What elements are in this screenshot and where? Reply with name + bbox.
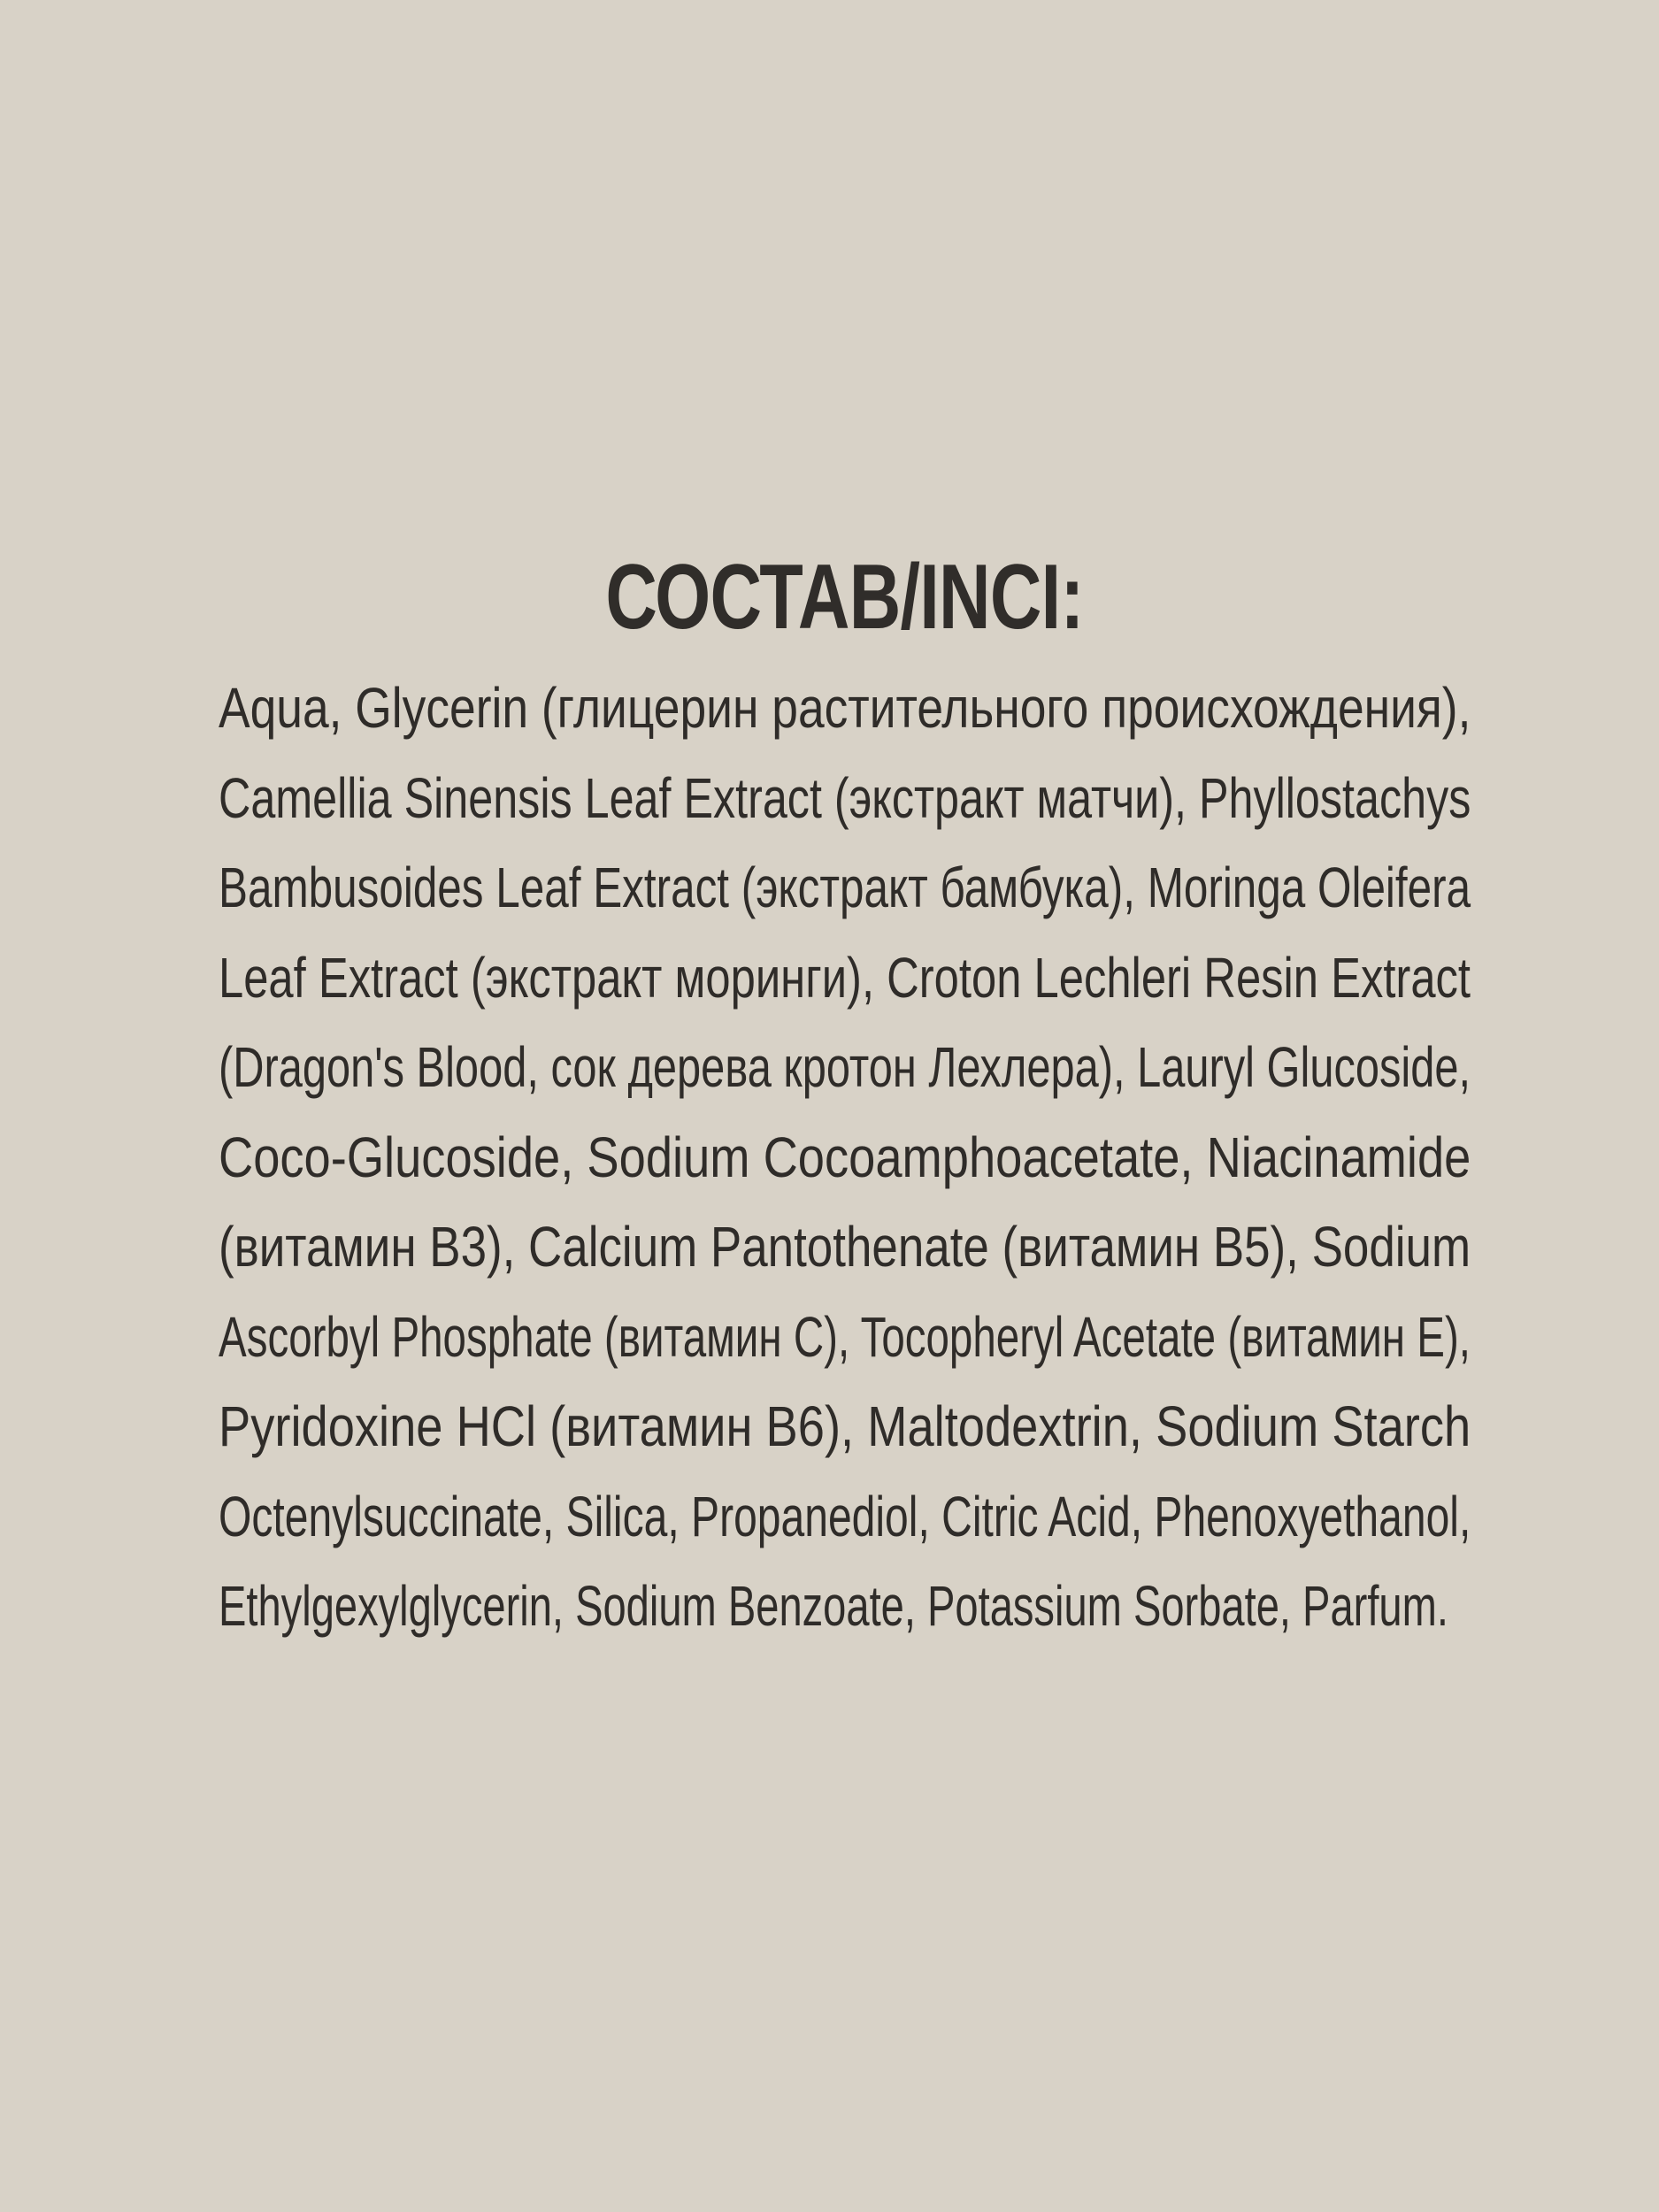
ingredients-line: Bambusoides Leaf Extract (экстракт бамбука), Moringa Oleifera: [219, 856, 1471, 919]
ingredients-line: Octenylsuccinate, Silica, Propanediol, Citric Acid, Phenoxyethanol,: [219, 1484, 1471, 1548]
ingredients-line: Ascorbyl Phosphate (витамин С), Tocopheryl Acetate (витамин Е),: [219, 1304, 1471, 1369]
page-title: СОСТАВ/INCI:: [605, 546, 1084, 649]
ingredients-line: Coco-Glucoside, Sodium Cocoamphoacetate, Niacinamide: [219, 1125, 1471, 1189]
ingredients-list: [219, 664, 1471, 1652]
ingredients-line: Leaf Extract (экстракт моринги), Croton Lechleri Resin Extract: [219, 945, 1471, 1010]
ingredients-line: Aqua, Glycerin (глицерин растительного происхождения),: [219, 676, 1471, 740]
ingredients-line: (Dragon's Blood, сок дерева кротон Лехлера), Lauryl Glucoside,: [219, 1035, 1471, 1099]
ingredients-line: Pyridoxine HCl (витамин В6), Maltodextrin, Sodium Starch: [219, 1394, 1471, 1458]
ingredients-line: (витамин В3), Calcium Pantothenate (витамин В5), Sodium: [219, 1215, 1471, 1279]
ingredients-line: Camellia Sinensis Leaf Extract (экстракт матчи), Phyllostachys: [219, 765, 1471, 830]
ingredients-panel: [219, 540, 1471, 1652]
ingredients-line: Ethylgexylglycerin, Sodium Benzoate, Potassium Sorbate, Parfum.: [219, 1574, 1448, 1638]
